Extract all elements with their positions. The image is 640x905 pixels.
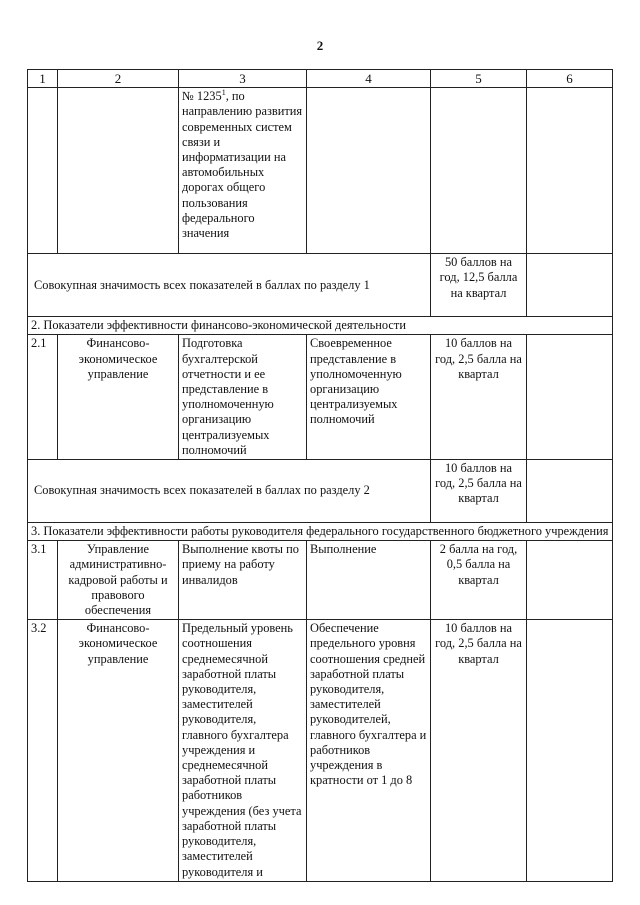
score-cell: 2 балла на год, 0,5 балла на квартал [431,541,527,620]
num-cell [28,88,58,254]
indicator-cell: Подготовка бухгалтерской отчетности и ее представление в уполномоченную организацию централизуемых полномочий [179,335,307,460]
header-cell: 4 [307,70,431,88]
indicator-cell: Выполнение квоты по приему на работу инвалидов [179,541,307,620]
page-number: 2 [316,38,324,53]
row-number: 3.1 [28,541,58,620]
summary-label: Совокупная значимость всех показателей в баллах по разделу 1 [28,254,431,317]
score-cell: 10 баллов на год, 2,5 балла на квартал [431,335,527,460]
extra-cell [527,254,613,317]
summary-row [28,460,613,523]
extra-cell [527,335,613,460]
header-cell: 6 [527,70,613,88]
section-heading-row [28,317,613,335]
indicators-table [27,69,613,882]
criterion-cell [307,88,431,254]
criterion-cell: Своевременное представление в уполномоченную организацию централизуемых полномочий [307,335,431,460]
score-cell [431,88,527,254]
table-row [28,335,613,460]
continuation-row [28,88,613,254]
header-cell: 1 [28,70,58,88]
header-cell: 2 [58,70,179,88]
indicator-cell [179,88,307,254]
unit-cell: Управление административно-кадровой работы и правового обеспечения [58,541,179,620]
summary-row [28,254,613,317]
section-title: 2. Показатели эффективности финансово-экономической деятельности [28,317,613,335]
section-heading-row [28,523,613,541]
summary-score: 50 баллов на год, 12,5 балла на квартал [431,254,527,317]
header-cell: 5 [431,70,527,88]
summary-score: 10 баллов на год, 2,5 балла на квартал [431,460,527,523]
unit-cell: Финансово-экономическое управление [58,620,179,881]
unit-cell [58,88,179,254]
act-number: № 1235 [182,89,222,104]
score-cell: 10 баллов на год, 2,5 балла на квартал [431,620,527,881]
table-row [28,620,613,881]
extra-cell [527,620,613,881]
extra-cell [527,460,613,523]
footnote-mark: 1 [221,88,226,98]
row-number: 2.1 [28,335,58,460]
row-number: 3.2 [28,620,58,881]
header-cell: 3 [179,70,307,88]
criterion-cell: Выполнение [307,541,431,620]
indicator-cell: Предельный уровень соотношения среднемесячной заработной платы руководителя, заместителей руководителя, главного бухгалтера учреждения и среднемесячной заработной платы работников учреждения (без учета заработной платы руководителя, заместителей руководителя и [179,620,307,881]
extra-cell [527,88,613,254]
summary-label: Совокупная значимость всех показателей в баллах по разделу 2 [28,460,431,523]
section-title: 3. Показатели эффективности работы руководителя федерального государственного бюджетного учреждения [28,523,613,541]
indicator-text: , по направлению развития современных систем связи и информатизации на автомобильных дорогах общего пользования федерального значения [182,89,303,241]
table-header-row [28,70,613,88]
unit-cell: Финансово-экономическое управление [58,335,179,460]
table-row [28,541,613,620]
criterion-cell: Обеспечение предельного уровня соотношения средней заработной платы руководителя, заместителей руководителей, главного бухгалтера и работников учреждения в кратности от 1 до 8 [307,620,431,881]
extra-cell [527,541,613,620]
